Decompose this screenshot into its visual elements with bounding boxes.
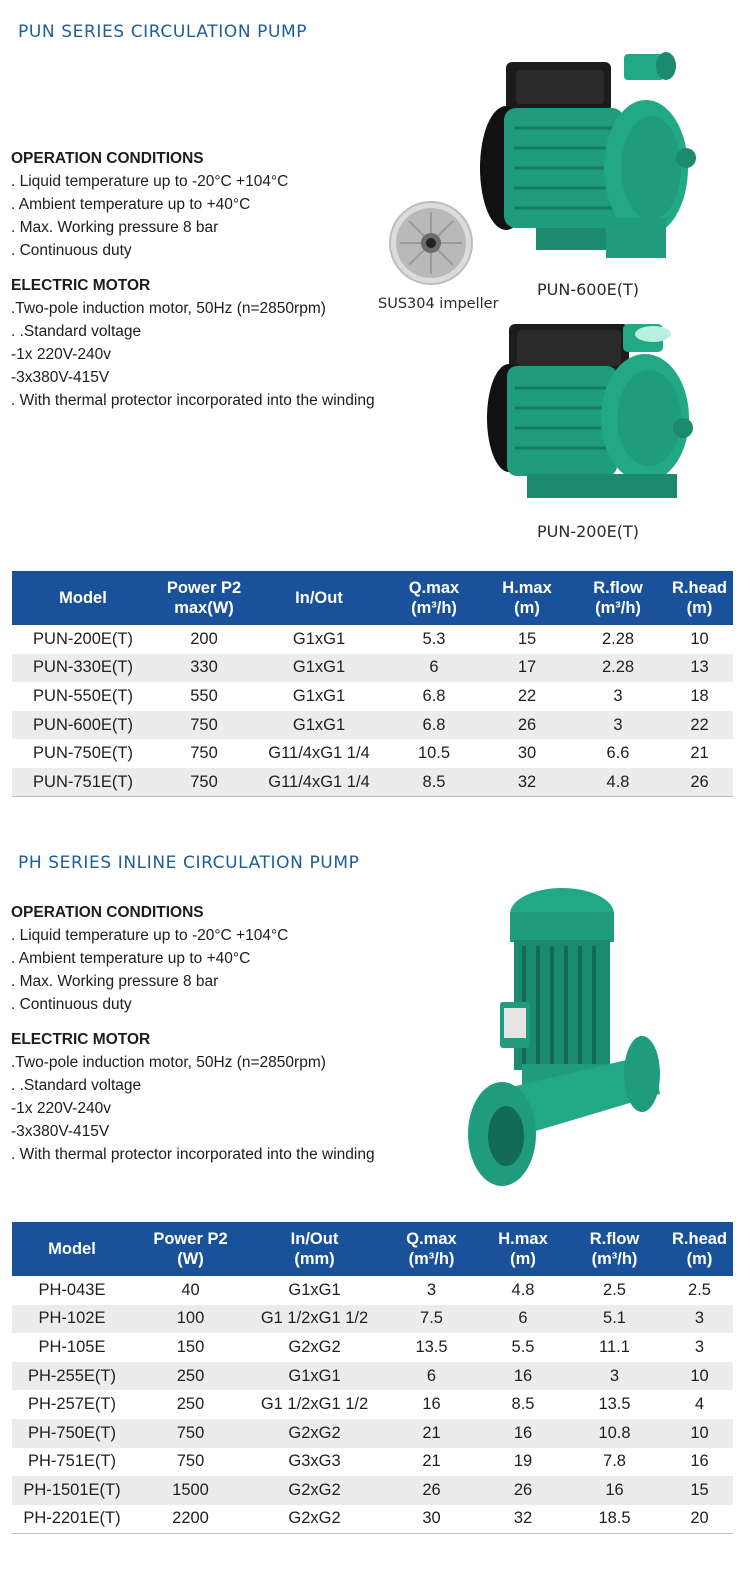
ph-op-line: . Continuous duty: [11, 996, 132, 1013]
pun-table-cell: PUN-600E(T): [12, 711, 154, 740]
ph-table-cell: PH-1501E(T): [12, 1476, 132, 1505]
ph-table-cell: G1xG1: [249, 1276, 380, 1305]
pun-table-cell: 2.28: [570, 625, 666, 654]
ph-header-power: Power P2 (W): [132, 1222, 249, 1276]
ph-operation-heading: OPERATION CONDITIONS: [11, 904, 204, 921]
pun-table-cell: 200: [154, 625, 254, 654]
ph-table-cell: 18.5: [563, 1505, 666, 1534]
ph-table-cell: 150: [132, 1333, 249, 1362]
ph-motor-heading: ELECTRIC MOTOR: [11, 1031, 151, 1048]
ph-table-cell: PH-105E: [12, 1333, 132, 1362]
pun-table-cell: 10: [666, 625, 733, 654]
pun-600-pump-image: [476, 48, 702, 268]
ph-table-cell: 8.5: [483, 1390, 563, 1419]
ph-header-rflow: R.flow (m³/h): [563, 1222, 666, 1276]
ph-table-cell: 10: [666, 1419, 733, 1448]
ph-op-line: . Ambient temperature up to +40°C: [11, 950, 251, 967]
pun-table-row: [12, 682, 733, 711]
ph-table-row: [12, 1419, 733, 1448]
pun-table-cell: PUN-200E(T): [12, 625, 154, 654]
ph-table-cell: G3xG3: [249, 1448, 380, 1477]
ph-table-cell: 750: [132, 1419, 249, 1448]
ph-table-cell: G1xG1: [249, 1362, 380, 1391]
pun-table-row: [12, 654, 733, 683]
pun-table-cell: 21: [666, 739, 733, 768]
ph-table-header-row: [12, 1222, 733, 1276]
pun-table-cell: 550: [154, 682, 254, 711]
pun-motor-line: -3x380V-415V: [11, 369, 110, 386]
pun-table-row: [12, 711, 733, 740]
pun-table-cell: 30: [484, 739, 570, 768]
pun-header-rhead: R.head (m): [666, 571, 733, 625]
pun-table-cell: 10.5: [384, 739, 484, 768]
pun-spec-table: [12, 571, 733, 797]
pun-table-cell: 22: [666, 711, 733, 740]
pun-table-cell: 26: [484, 711, 570, 740]
ph-table-cell: 4: [666, 1390, 733, 1419]
ph-table-cell: 2.5: [563, 1276, 666, 1305]
ph-table-cell: 100: [132, 1305, 249, 1334]
pun-table-cell: G11/4xG1 1/4: [254, 739, 384, 768]
ph-table-cell: 11.1: [563, 1333, 666, 1362]
pun-table-cell: G1xG1: [254, 682, 384, 711]
ph-table-cell: 30: [380, 1505, 483, 1534]
ph-table-cell: PH-043E: [12, 1276, 132, 1305]
ph-table-cell: G2xG2: [249, 1333, 380, 1362]
pun-table-cell: 6.8: [384, 682, 484, 711]
ph-table-cell: G1 1/2xG1 1/2: [249, 1390, 380, 1419]
ph-table-cell: 15: [666, 1476, 733, 1505]
pun-200-pump-image: [487, 318, 697, 508]
ph-motor-line: -3x380V-415V: [11, 1123, 110, 1140]
ph-table-cell: G2xG2: [249, 1505, 380, 1534]
pun-header-power: Power P2 max(W): [154, 571, 254, 625]
ph-table-row: [12, 1362, 733, 1391]
ph-header-qmax: Q.max (m³/h): [380, 1222, 483, 1276]
pun-motor-line: .Two-pole induction motor, 50Hz (n=2850rpm): [11, 300, 326, 317]
ph-table-cell: PH-751E(T): [12, 1448, 132, 1477]
ph-specs: [11, 901, 431, 1166]
ph-table-cell: 1500: [132, 1476, 249, 1505]
ph-table-cell: 7.8: [563, 1448, 666, 1477]
ph-table-row: [12, 1390, 733, 1419]
pun-600-caption: PUN-600E(T): [537, 280, 640, 299]
ph-op-line: . Liquid temperature up to -20°C +104°C: [11, 927, 289, 944]
pun-op-line: . Liquid temperature up to -20°C +104°C: [11, 173, 289, 190]
ph-table-cell: 5.5: [483, 1333, 563, 1362]
pun-operation-heading: OPERATION CONDITIONS: [11, 150, 204, 167]
pun-header-hmax: H.max (m): [484, 571, 570, 625]
pun-section-title: PUN SERIES CIRCULATION PUMP: [18, 22, 308, 42]
ph-table-cell: 2200: [132, 1505, 249, 1534]
ph-header-rhead: R.head (m): [666, 1222, 733, 1276]
pun-table-cell: PUN-550E(T): [12, 682, 154, 711]
pun-table-row: [12, 739, 733, 768]
pun-table-cell: 6: [384, 654, 484, 683]
pun-table-cell: 8.5: [384, 768, 484, 797]
impeller-caption: SUS304 impeller: [378, 296, 499, 312]
ph-table-cell: 4.8: [483, 1276, 563, 1305]
pun-table-cell: PUN-750E(T): [12, 739, 154, 768]
pun-header-inout: In/Out: [254, 571, 384, 625]
ph-table-cell: PH-257E(T): [12, 1390, 132, 1419]
ph-spec-table: [12, 1222, 733, 1534]
ph-header-inout: In/Out (mm): [249, 1222, 380, 1276]
pun-op-line: . Max. Working pressure 8 bar: [11, 219, 219, 236]
ph-table-cell: 26: [483, 1476, 563, 1505]
ph-motor-line: -1x 220V-240v: [11, 1100, 111, 1117]
ph-table-cell: 13.5: [563, 1390, 666, 1419]
ph-table-cell: G2xG2: [249, 1476, 380, 1505]
ph-table-cell: 16: [380, 1390, 483, 1419]
pun-table-cell: 750: [154, 768, 254, 797]
pun-table-row: [12, 768, 733, 797]
ph-op-line: . Max. Working pressure 8 bar: [11, 973, 219, 990]
pun-table-cell: 750: [154, 739, 254, 768]
pun-header-qmax: Q.max (m³/h): [384, 571, 484, 625]
ph-table-cell: 40: [132, 1276, 249, 1305]
ph-table-cell: 250: [132, 1390, 249, 1419]
pun-table-cell: 4.8: [570, 768, 666, 797]
ph-table-cell: PH-2201E(T): [12, 1505, 132, 1534]
pun-table-cell: 5.3: [384, 625, 484, 654]
pun-table-cell: G1xG1: [254, 711, 384, 740]
ph-table-cell: 7.5: [380, 1305, 483, 1334]
ph-table-row: [12, 1276, 733, 1305]
pun-200-caption: PUN-200E(T): [537, 522, 640, 541]
ph-inline-pump-image: [462, 884, 672, 1196]
pun-table-cell: G11/4xG1 1/4: [254, 768, 384, 797]
ph-header-hmax: H.max (m): [483, 1222, 563, 1276]
ph-table-cell: 16: [563, 1476, 666, 1505]
pun-table-cell: 6.8: [384, 711, 484, 740]
ph-motor-line: .Two-pole induction motor, 50Hz (n=2850rpm): [11, 1054, 326, 1071]
pun-table-cell: PUN-330E(T): [12, 654, 154, 683]
ph-table-cell: PH-750E(T): [12, 1419, 132, 1448]
ph-table-cell: 750: [132, 1448, 249, 1477]
pun-motor-line: . With thermal protector incorporated into the winding: [11, 392, 375, 409]
ph-table-row: [12, 1476, 733, 1505]
ph-table-cell: 16: [666, 1448, 733, 1477]
pun-table-cell: 13: [666, 654, 733, 683]
ph-table-cell: 20: [666, 1505, 733, 1534]
ph-motor-line: . With thermal protector incorporated into the winding: [11, 1146, 375, 1163]
pun-table-cell: 32: [484, 768, 570, 797]
pun-table-cell: 330: [154, 654, 254, 683]
ph-table-cell: 250: [132, 1362, 249, 1391]
ph-table-cell: 19: [483, 1448, 563, 1477]
ph-table-cell: 5.1: [563, 1305, 666, 1334]
ph-table-row: [12, 1305, 733, 1334]
ph-table-cell: PH-255E(T): [12, 1362, 132, 1391]
pun-table-cell: 750: [154, 711, 254, 740]
pun-motor-line: -1x 220V-240v: [11, 346, 111, 363]
ph-table-cell: 2.5: [666, 1276, 733, 1305]
ph-motor-line: . .Standard voltage: [11, 1077, 142, 1094]
pun-specs: [11, 147, 431, 412]
pun-table-cell: G1xG1: [254, 654, 384, 683]
ph-table-cell: PH-102E: [12, 1305, 132, 1334]
ph-table-cell: 3: [666, 1333, 733, 1362]
ph-table-cell: G2xG2: [249, 1419, 380, 1448]
pun-table-cell: G1xG1: [254, 625, 384, 654]
pun-table-header-row: [12, 571, 733, 625]
pun-op-line: . Ambient temperature up to +40°C: [11, 196, 251, 213]
ph-table-cell: 3: [563, 1362, 666, 1391]
pun-header-model: Model: [12, 571, 154, 625]
impeller-image: [388, 200, 474, 286]
pun-motor-heading: ELECTRIC MOTOR: [11, 277, 151, 294]
pun-table-cell: PUN-751E(T): [12, 768, 154, 797]
pun-table-cell: 3: [570, 682, 666, 711]
pun-table-cell: 2.28: [570, 654, 666, 683]
pun-table-cell: 22: [484, 682, 570, 711]
ph-table-cell: 21: [380, 1448, 483, 1477]
ph-table-cell: 13.5: [380, 1333, 483, 1362]
ph-table-cell: G1 1/2xG1 1/2: [249, 1305, 380, 1334]
ph-table-cell: 3: [666, 1305, 733, 1334]
ph-section-title: PH SERIES INLINE CIRCULATION PUMP: [18, 853, 360, 873]
ph-table-cell: 6: [483, 1305, 563, 1334]
ph-table-row: [12, 1505, 733, 1534]
pun-table-cell: 26: [666, 768, 733, 797]
pun-table-cell: 6.6: [570, 739, 666, 768]
pun-table-cell: 15: [484, 625, 570, 654]
ph-table-cell: 16: [483, 1419, 563, 1448]
pun-header-rflow: R.flow (m³/h): [570, 571, 666, 625]
ph-table-row: [12, 1333, 733, 1362]
pun-table-cell: 3: [570, 711, 666, 740]
ph-table-cell: 32: [483, 1505, 563, 1534]
pun-table-cell: 17: [484, 654, 570, 683]
ph-table-row: [12, 1448, 733, 1477]
ph-table-cell: 26: [380, 1476, 483, 1505]
ph-table-cell: 16: [483, 1362, 563, 1391]
ph-table-cell: 21: [380, 1419, 483, 1448]
pun-op-line: . Continuous duty: [11, 242, 132, 259]
ph-table-cell: 3: [380, 1276, 483, 1305]
pun-table-cell: 18: [666, 682, 733, 711]
pun-motor-line: . .Standard voltage: [11, 323, 142, 340]
ph-header-model: Model: [12, 1222, 132, 1276]
pun-table-row: [12, 625, 733, 654]
ph-table-cell: 10.8: [563, 1419, 666, 1448]
ph-table-cell: 10: [666, 1362, 733, 1391]
ph-table-cell: 6: [380, 1362, 483, 1391]
